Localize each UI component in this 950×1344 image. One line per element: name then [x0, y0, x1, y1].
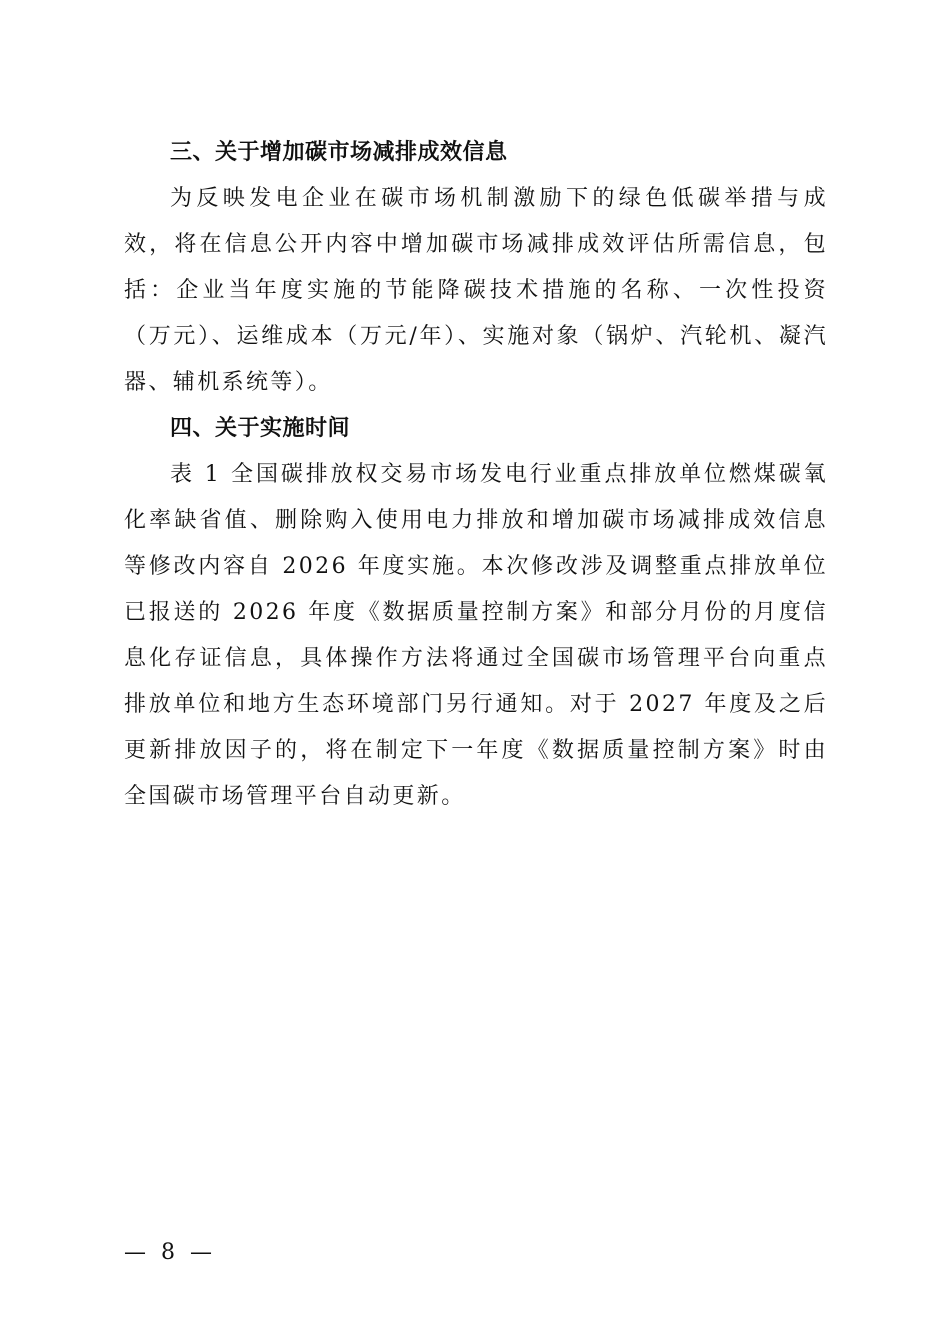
document-body [124, 130, 828, 820]
section-4-heading: 四、关于实施时间 [170, 416, 351, 441]
section-3-paragraph: 为反映发电企业在碳市场机制激励下的绿色低碳举措与成效，将在信息公开内容中增加碳市场减排成效评估所需信息，包括：企业当年度实施的节能降碳技术措施的名称、一次性投资（万元）、运维成本（万元/年）、实施对象（锅炉、汽轮机、凝汽器、辅机系统等）。 [124, 186, 828, 395]
section-3-heading: 三、关于增加碳市场减排成效信息 [170, 140, 508, 165]
section-4-paragraph: 表 1 全国碳排放权交易市场发电行业重点排放单位燃煤碳氧化率缺省值、删除购入使用电力排放和增加碳市场减排成效信息等修改内容自 2026 年度实施。本次修改涉及调整重点排放单位已报送的 2026 年度《数据质量控制方案》和部分月份的月度信息化存证信息，具体操作方法将通过全国碳市场管理平台向重点排放单位和地方生态环境部门另行通知。对于 2027 年度及之后更新排放因子的，将在制定下一年度《数据质量控制方案》时由全国碳市场管理平台自动更新。 [124, 462, 828, 809]
page-number: — 8 — [124, 1240, 216, 1265]
